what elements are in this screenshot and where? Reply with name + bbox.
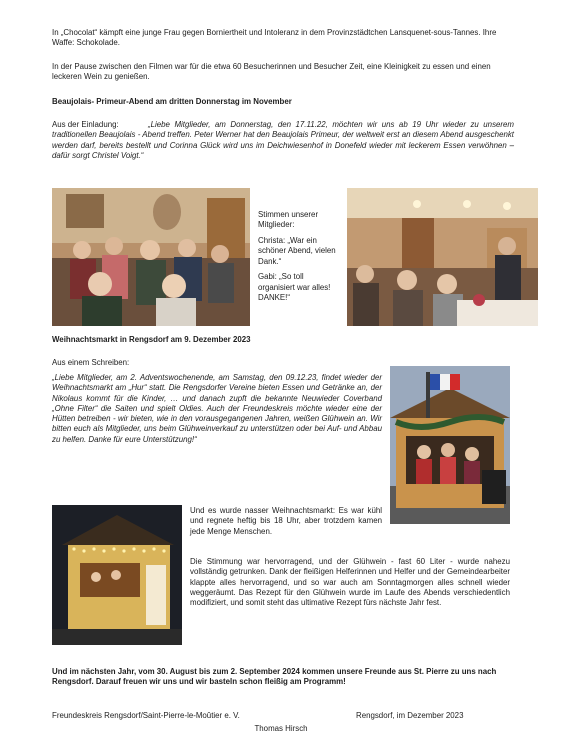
beaujolais-invitation <box>52 120 514 161</box>
market-night-photo <box>52 505 182 645</box>
voices-title: Stimmen unserer Mitglieder: <box>258 210 319 230</box>
report-paragraph-2: Die Stimmung war hervorragend, und der Glühwein - fast 60 Liter - wurde nahezu vollständig getrunken. Dank der fleißigen Helferinnen und Helfer und der Gemeindearbeiter klappte alles hervorragend, und so war auch am Sonntagmorgen alles schnell wieder weggeräumt. Das Rezept für den Glühwein wurde im Laufe des Abends verschiedentlich modifiziert, und somit steht das ultimative Rezept fürs nächste Jahr fest. <box>190 557 510 608</box>
beaujolais-photo-right <box>347 188 538 326</box>
footer-organization: Freundeskreis Rengsdorf/Saint-Pierre-le-Moûtier e. V. <box>52 711 240 720</box>
letter-text: „Liebe Mitglieder, am 2. Adventswochenende, am Samstag, den 09.12.23, findet wieder der Weihnachtsmarkt am „Hur“ statt. Die Rengsdorfer Vereine bieten Essen und Getränke an, der Nikolaus kommt für die Kinder, … und danach zupft die bekannte Neuwieder Coverband „Ohne Filter“ die Saiten und spielt Oldies. Auch der Freundeskreis möchte wieder eine der Hütten betreiben - wir bieten, wie in den vorausgegangenen Jahren, weißen Glühwein an. Wir bitten euch als Mitglieder, uns beim Glühweinverkauf zu unterstützen oder bei Auf- und Abbau zu helfen. Danke für eure Unterstützung!“ <box>52 373 382 444</box>
outlook-paragraph: Und im nächsten Jahr, vom 30. August bis zum 2. September 2024 kommen unsere Freunde aus St. Pierre zu uns nach Rengsdorf. Darauf freuen wir uns und wir basteln schon fleißig am Programm! <box>52 667 497 687</box>
voice-gabi: Gabi: „So toll organisiert war alles! DANKE!“ <box>258 272 331 302</box>
market-night-photo-image <box>52 505 182 645</box>
intro-paragraph-1: In „Chocolat“ kämpft eine junge Frau gegen Borniertheit und Intoleranz in dem Provinzstädtchen Lansquenet-sous-Tannes. Ihre Waffe: Schokolade. <box>52 28 497 48</box>
market-hut-photo-image <box>390 366 510 524</box>
voice-christa: Christa: „War ein schöner Abend, vielen Dank.“ <box>258 235 336 266</box>
beaujolais-heading: Beaujolais- Primeur-Abend am dritten Donnerstag im November <box>52 97 292 106</box>
beaujolais-photo-left-image <box>52 188 250 326</box>
market-hut-photo <box>390 366 510 524</box>
letter-label: Aus einem Schreiben: <box>52 358 130 367</box>
invitation-text: „Liebe Mitglieder, am Donnerstag, den 17.11.22, möchten wir uns ab 19 Uhr wieder zu unserem traditionellen Beaujolais - Abend treffen. Peter Werner hat den Beaujolais Primeur, der weltweit erst an diesem Abend ausgeschenkt werden darf, bereits bestellt und Corinna Glück wird uns im Deichwiesenhof in Donefeld wieder mit leckerem Essen verwöhnen – dafür sorgt Christel Voigt.“ <box>52 120 514 160</box>
invitation-label: Aus der Einladung: <box>52 120 119 129</box>
beaujolais-photo-right-image <box>347 188 538 326</box>
footer-author: Thomas Hirsch <box>254 724 308 733</box>
report-paragraph-1: Und es wurde nasser Weihnachtsmarkt: Es war kühl und regnete heftig bis 18 Uhr, aber trotzdem kamen jede Menge Menschen. <box>190 506 382 536</box>
footer-place-date: Rengsdorf, im Dezember 2023 <box>356 711 464 720</box>
member-voices <box>258 210 338 308</box>
report-part-1 <box>190 506 382 543</box>
intro-paragraph-2: In der Pause zwischen den Filmen war für die etwa 60 Besucherinnen und Besucher Zeit, eine Kleinigkeit zu essen und einen leckeren Wein zu genießen. <box>52 62 491 82</box>
weihnachtsmarkt-heading: Weihnachtsmarkt in Rengsdorf am 9. Dezember 2023 <box>52 335 251 344</box>
beaujolais-photo-left <box>52 188 250 326</box>
report-part-2 <box>190 557 510 614</box>
